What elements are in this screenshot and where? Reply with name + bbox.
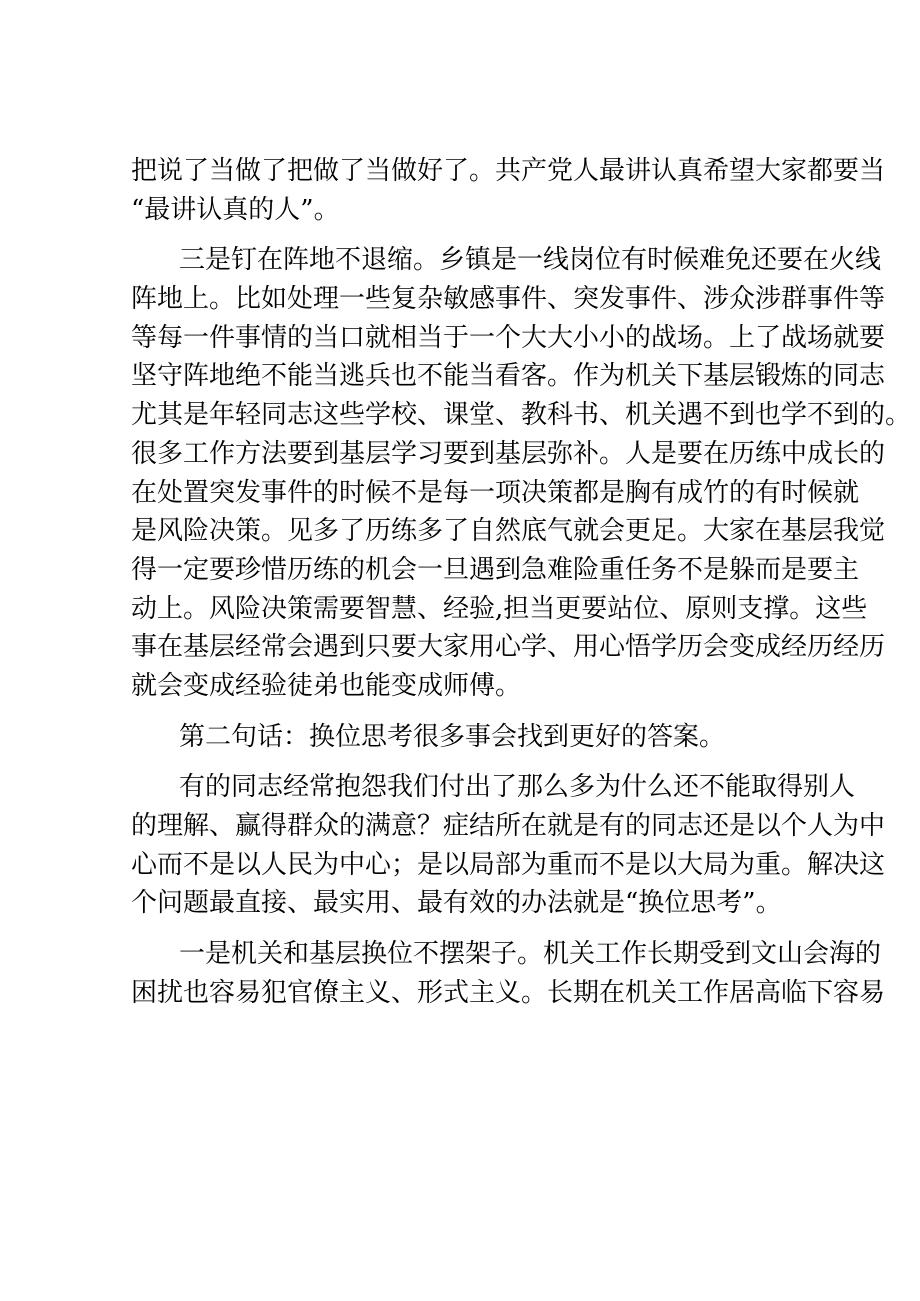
paragraph-spacer: [131, 706, 803, 718]
text-line: 一是机关和基层换位不摆架子。机关工作长期受到文山会海的: [179, 939, 882, 970]
paragraph-spacer: [131, 923, 803, 935]
text-line: 阵地上。比如处理一些复杂敏感事件、突发事件、涉众涉群事件等: [131, 284, 886, 315]
text-line: 第二句话：换位思考很多事会找到更好的答案。: [179, 721, 726, 752]
text-line: “最讲认真的人”。: [131, 194, 340, 225]
text-line: 有的同志经常抱怨我们付出了那么多为什么还不能取得别人: [179, 772, 856, 803]
paragraph-spacer: [131, 229, 803, 241]
text-line: 尤其是年轻同志这些学校、课堂、教科书、机关遇不到也学不到的。: [131, 400, 912, 431]
text-line: 是风险决策。见多了历练多了自然底气就会更足。大家在基层我觉: [131, 516, 886, 547]
text-line: 的理解、赢得群众的满意？症结所在就是有的同志还是以个人为中: [131, 811, 886, 841]
text-line: 三是钉在阵地不退缩。乡镇是一线岗位有时候难免还要在火线: [179, 245, 882, 276]
text-line: 把说了当做了把做了当做好了。共产党人最讲认真希望大家都要当: [131, 156, 886, 186]
paragraph: [131, 241, 912, 705]
text-line: 事在基层经常会遇到只要大家用心学、用心悟学历会变成经历经历: [131, 632, 886, 663]
text-line: 动上。风险决策需要智慧、经验,担当更要站位、原则支撑。这些: [131, 593, 868, 624]
paragraph-spacer: [131, 756, 803, 768]
document-body: [131, 152, 912, 1012]
paragraph: [131, 768, 886, 923]
paragraph: [131, 935, 886, 1012]
text-line: 得一定要珍惜历练的机会一旦遇到急难险重任务不是躲而是要主: [131, 554, 860, 585]
paragraph: [131, 718, 803, 757]
text-line: 困扰也容易犯官僚主义、形式主义。长期在机关工作居高临下容易: [131, 977, 886, 1008]
text-line: 在处置突发事件的时候不是每一项决策都是胸有成竹的有时候就: [131, 477, 860, 508]
text-line: 等每一件事情的当口就相当于一个大大小小的战场。上了战场就要: [131, 322, 886, 353]
text-line: 很多工作方法要到基层学习要到基层弥补。人是要在历练中成长的: [131, 438, 886, 469]
text-line: 坚守阵地绝不能当逃兵也不能当看客。作为机关下基层锻炼的同志: [131, 361, 886, 392]
text-line: 心而不是以人民为中心；是以局部为重而不是以大局为重。解决这: [131, 849, 886, 880]
text-line: 就会变成经验徒弟也能变成师傅。: [131, 670, 522, 701]
text-line: 个问题最直接、最实用、最有效的办法就是“换位思考”。: [131, 888, 782, 919]
paragraph: [131, 152, 886, 229]
